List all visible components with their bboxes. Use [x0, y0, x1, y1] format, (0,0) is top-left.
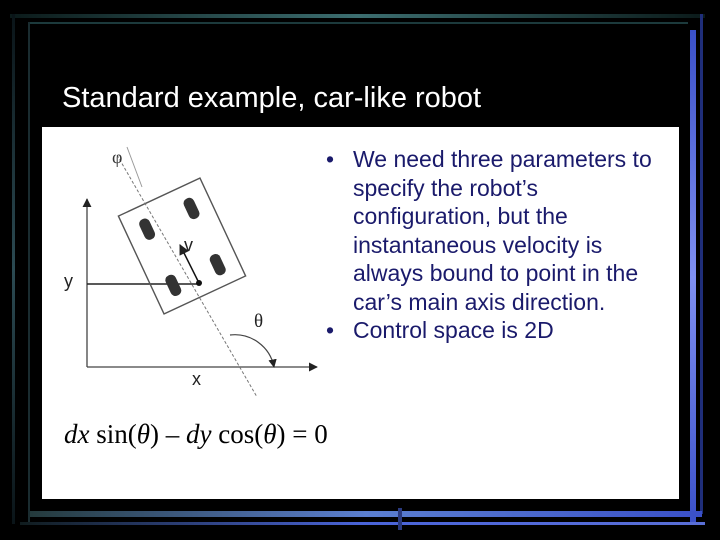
- v-label: v: [184, 235, 193, 255]
- constraint-equation: [64, 419, 328, 450]
- wheel-rear-right: [208, 252, 227, 277]
- eq-theta-1: θ: [136, 419, 150, 449]
- y-label: y: [64, 271, 73, 291]
- bullet-text: We need three parameters to specify the robot’s configuration, but the instantaneous velocity is always bound to point in the car’s main axis direction.: [353, 146, 652, 315]
- eq-cos: cos(: [211, 419, 264, 449]
- bullet-dot: •: [326, 317, 335, 343]
- phi-label: φ: [112, 147, 123, 167]
- eq-dx: dx: [64, 419, 90, 449]
- eq-dy: dy: [186, 419, 212, 449]
- frame-bottom-notch: [398, 508, 402, 530]
- frame-right-line-outer: [700, 14, 703, 514]
- bullet-item: [325, 145, 675, 316]
- bullet-list: [325, 145, 675, 345]
- wheel-front-left: [137, 217, 156, 242]
- theta-arc: [230, 335, 274, 367]
- car-robot-diagram: [42, 127, 335, 427]
- theta-label: θ: [254, 311, 264, 332]
- frame-top-line: [10, 14, 705, 18]
- slide-title: Standard example, car-like robot: [62, 82, 482, 114]
- wheel-front-right: [182, 196, 201, 221]
- eq-equals-zero: ) = 0: [276, 419, 328, 449]
- eq-theta-2: θ: [263, 419, 277, 449]
- wheel-rear-left: [164, 273, 183, 298]
- steering-line: [127, 147, 142, 187]
- bullet-dot: •: [326, 146, 335, 172]
- eq-minus: ) –: [150, 419, 186, 449]
- frame-bottom-line-lower: [20, 522, 705, 525]
- frame-left-line-inner: [28, 22, 30, 522]
- bullet-text: Control space is 2D: [353, 317, 554, 343]
- car-body: [118, 178, 245, 314]
- car-main-axis: [117, 155, 257, 397]
- slide-content-panel: [42, 127, 679, 499]
- bullet-item: [325, 316, 675, 345]
- frame-top-line-inner: [28, 22, 688, 24]
- frame-bottom-line: [30, 511, 702, 517]
- eq-sin: sin(: [89, 419, 137, 449]
- x-label: x: [192, 369, 201, 389]
- frame-right-line: [690, 30, 696, 525]
- frame-left-line: [12, 14, 15, 524]
